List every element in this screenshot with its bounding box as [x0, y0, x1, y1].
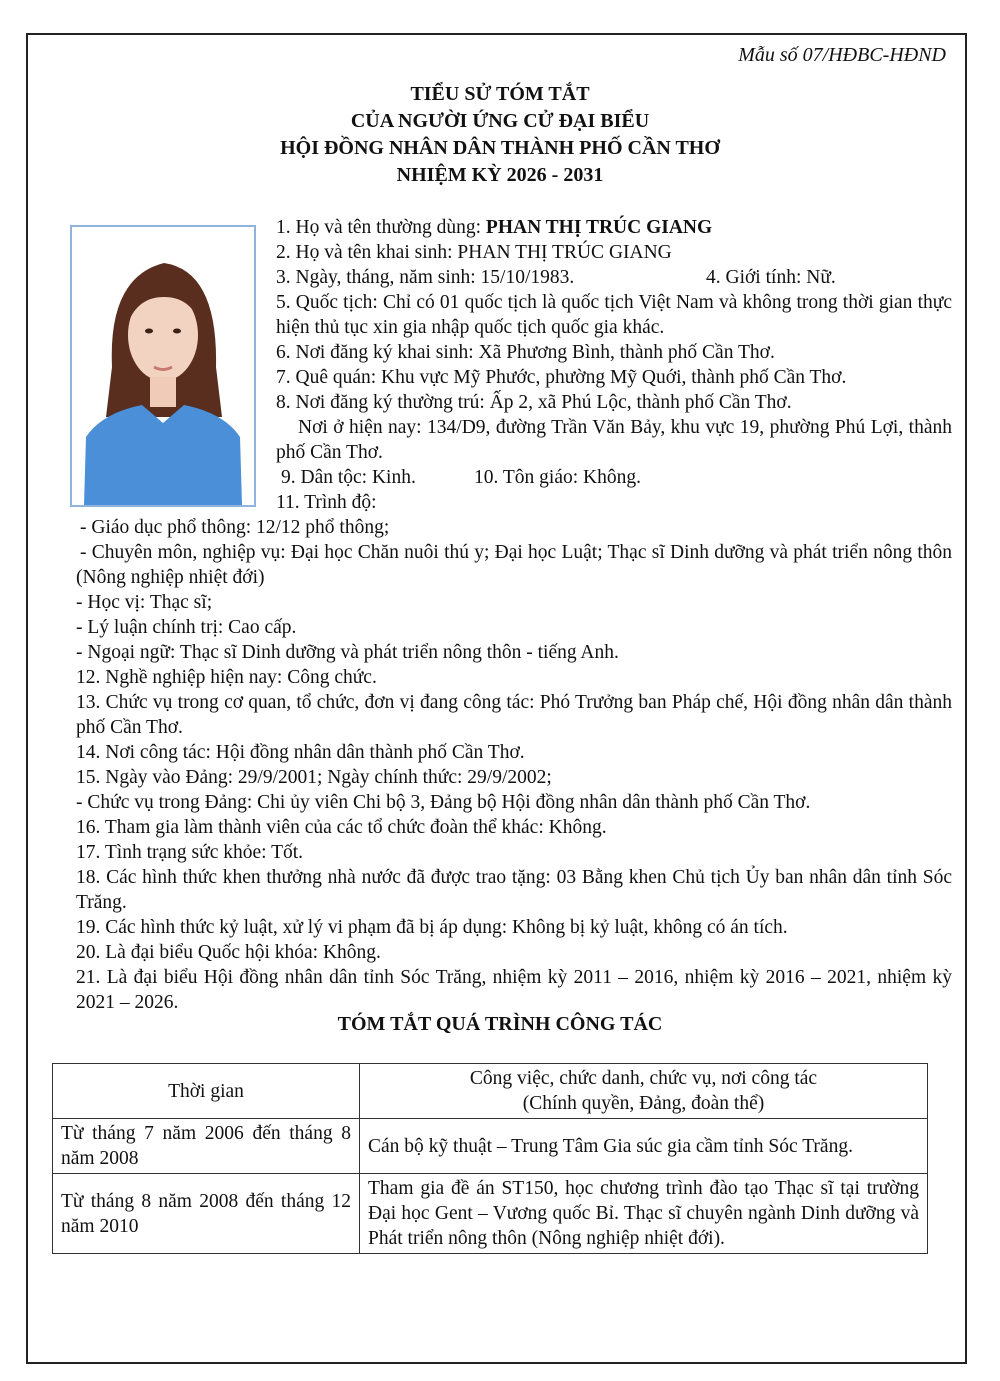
item-7-hometown: 7. Quê quán: Khu vực Mỹ Phước, phường Mỹ Quới, thành phố Cần Thơ.: [276, 367, 847, 388]
item-13-position: 13. Chức vụ trong cơ quan, tổ chức, đơn vị đang công tác: Phó Trưởng ban Pháp chế, Hội đồng nhân dân thành phố Cần Thơ.: [76, 692, 952, 738]
item-8-current-residence: Nơi ở hiện nay: 134/D9, đường Trần Văn Bảy, khu vực 19, phường Phú Lợi, thành phố Cần Thơ.: [276, 417, 952, 463]
item-16-organizations: 16. Tham gia làm thành viên của các tổ chức đoàn thể khác: Không.: [76, 817, 607, 838]
header-job: [360, 1064, 928, 1119]
item-11-political-theory: - Lý luận chính trị: Cao cấp.: [76, 617, 297, 638]
item-19-discipline: 19. Các hình thức kỷ luật, xử lý vi phạm đã bị áp dụng: Không bị kỷ luật, không có án tích.: [76, 917, 788, 938]
item-11-degree: - Học vị: Thạc sĩ;: [76, 592, 213, 613]
item-11-general-education: - Giáo dục phổ thông: 12/12 phổ thông;: [80, 517, 390, 538]
item-1-label: 1. Họ và tên thường dùng:: [276, 217, 486, 238]
item-11-specialization: - Chuyên môn, nghiệp vụ: Đại học Chăn nuôi thú y; Đại học Luật; Thạc sĩ Dinh dưỡng và phát triển nông thôn (Nông nghiệp nhiệt đới): [76, 542, 952, 588]
item-15-party-dates: 15. Ngày vào Đảng: 29/9/2001; Ngày chính thức: 29/9/2002;: [76, 767, 552, 788]
item-12-occupation: 12. Nghề nghiệp hiện nay: Công chức.: [76, 667, 377, 688]
item-11-foreign-language: - Ngoại ngữ: Thạc sĩ Dinh dưỡng và phát triển nông thôn - tiếng Anh.: [76, 642, 619, 663]
item-18-awards: 18. Các hình thức khen thưởng nhà nước đã được trao tặng: 03 Bằng khen Chủ tịch Ủy ban nhân dân tỉnh Sóc Trăng.: [76, 867, 952, 913]
candidate-photo: [70, 225, 256, 507]
item-4-gender: 4. Giới tính: Nữ.: [706, 267, 836, 288]
table-row: [53, 1174, 928, 1254]
item-8-permanent-residence: 8. Nơi đăng ký thường trú: Ấp 2, xã Phú Lộc, thành phố Cần Thơ.: [276, 392, 792, 413]
table-header-row: [53, 1064, 928, 1119]
item-3-birth-date: 3. Ngày, tháng, năm sinh: 15/10/1983.: [276, 267, 575, 288]
row-job: Cán bộ kỹ thuật – Trung Tâm Gia súc gia cầm tỉnh Sóc Trăng.: [360, 1119, 928, 1174]
row-time: Từ tháng 7 năm 2006 đến tháng 8 năm 2008: [53, 1119, 360, 1174]
header-job-line-2: (Chính quyền, Đảng, đoàn thể): [522, 1093, 765, 1114]
item-1-common-name: [276, 215, 712, 240]
work-history-table: [52, 1063, 928, 1254]
item-2-birth-name: 2. Họ và tên khai sinh: PHAN THỊ TRÚC GIANG: [276, 242, 672, 263]
title-line-1: TIỂU SỬ TÓM TẮT: [410, 83, 590, 105]
item-6-birth-registration: 6. Nơi đăng ký khai sinh: Xã Phương Bình, thành phố Cần Thơ.: [276, 342, 775, 363]
header-time: Thời gian: [53, 1064, 360, 1119]
item-20-national-assembly: 20. Là đại biểu Quốc hội khóa: Không.: [76, 942, 381, 963]
title-line-4: NHIỆM KỲ 2026 - 2031: [396, 164, 604, 186]
item-21-council-terms: 21. Là đại biểu Hội đồng nhân dân tỉnh Sóc Trăng, nhiệm kỳ 2011 – 2016, nhiệm kỳ 2016 – 2021, nhiệm kỳ 2021 – 2026.: [76, 967, 952, 1013]
title-line-2: CỦA NGƯỜI ỨNG CỬ ĐẠI BIỂU: [350, 110, 650, 132]
portrait-image: [72, 227, 254, 505]
row-job: Tham gia đề án ST150, học chương trình đào tạo Thạc sĩ tại trường Đại học Gent – Vương quốc Bỉ. Thạc sĩ chuyên ngành Dinh dưỡng và Phát triển nông thôn (Nông nghiệp nhiệt đới).: [360, 1174, 928, 1254]
work-history-title: TÓM TẮT QUÁ TRÌNH CÔNG TÁC: [337, 1013, 663, 1035]
form-number: Mẫu số 07/HĐBC-HĐND: [738, 44, 946, 66]
item-9-ethnicity: 9. Dân tộc: Kinh.: [281, 467, 416, 488]
candidate-name: PHAN THỊ TRÚC GIANG: [485, 217, 713, 238]
item-17-health: 17. Tình trạng sức khỏe: Tốt.: [76, 842, 304, 863]
item-14-workplace: 14. Nơi công tác: Hội đồng nhân dân thành phố Cần Thơ.: [76, 742, 525, 763]
row-time: Từ tháng 8 năm 2008 đến tháng 12 năm 2010: [53, 1174, 360, 1254]
title-line-3: HỘI ĐỒNG NHÂN DÂN THÀNH PHỐ CẦN THƠ: [280, 137, 720, 159]
header-job-line-1: Công việc, chức danh, chức vụ, nơi công tác: [469, 1068, 818, 1089]
item-15-party-position: - Chức vụ trong Đảng: Chi ủy viên Chi bộ 3, Đảng bộ Hội đồng nhân dân thành phố Cần Thơ.: [76, 792, 811, 813]
item-11-education: 11. Trình độ:: [276, 492, 377, 513]
item-5-nationality: 5. Quốc tịch: Chỉ có 01 quốc tịch là quốc tịch Việt Nam và không trong thời gian thực hiện thủ tục xin gia nhập quốc tịch quốc gia khác.: [276, 292, 952, 338]
item-10-religion: 10. Tôn giáo: Không.: [474, 467, 642, 488]
table-row: [53, 1119, 928, 1174]
